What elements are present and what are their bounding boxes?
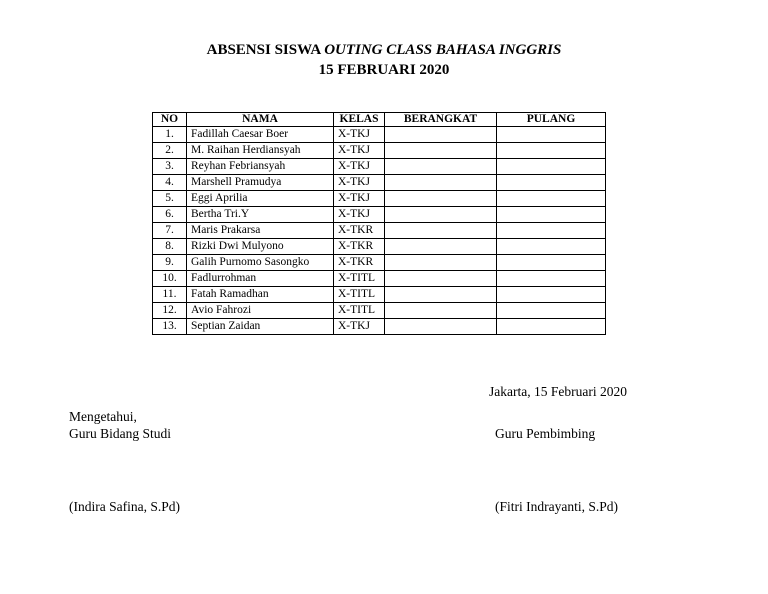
cell-berangkat (385, 287, 497, 303)
cell-nama: Eggi Aprilia (187, 191, 334, 207)
cell-kelas: X-TKJ (334, 143, 385, 159)
cell-kelas: X-TKR (334, 223, 385, 239)
table-row (153, 175, 606, 191)
cell-nama: Rizki Dwi Mulyono (187, 239, 334, 255)
cell-kelas: X-TKJ (334, 191, 385, 207)
cell-berangkat (385, 143, 497, 159)
table-row (153, 303, 606, 319)
cell-pulang (497, 191, 606, 207)
place-date: Jakarta, 15 Februari 2020 (489, 384, 627, 399)
document-title (0, 40, 768, 60)
cell-pulang (497, 159, 606, 175)
cell-nama: M. Raihan Herdiansyah (187, 143, 334, 159)
cell-no: 8. (153, 239, 187, 255)
cell-berangkat (385, 319, 497, 335)
cell-pulang (497, 239, 606, 255)
cell-nama: Maris Prakarsa (187, 223, 334, 239)
table-row (153, 127, 606, 143)
table-row (153, 239, 606, 255)
cell-pulang (497, 303, 606, 319)
cell-kelas: X-TKJ (334, 159, 385, 175)
cell-no: 7. (153, 223, 187, 239)
cell-pulang (497, 127, 606, 143)
cell-pulang (497, 143, 606, 159)
table-row (153, 223, 606, 239)
cell-kelas: X-TKR (334, 239, 385, 255)
cell-no: 9. (153, 255, 187, 271)
cell-nama: Fadlurrohman (187, 271, 334, 287)
cell-berangkat (385, 255, 497, 271)
table-row (153, 319, 606, 335)
table-row (153, 191, 606, 207)
right-role: Guru Pembimbing (495, 426, 596, 441)
table-header-row (153, 113, 606, 127)
title-italic: OUTING CLASS BAHASA INGGRIS (324, 42, 562, 58)
acknowledged-label: Mengetahui, (69, 409, 137, 424)
cell-berangkat (385, 303, 497, 319)
cell-no: 2. (153, 143, 187, 159)
cell-kelas: X-TKR (334, 255, 385, 271)
cell-nama: Bertha Tri.Y (187, 207, 334, 223)
cell-kelas: X-TKJ (334, 319, 385, 335)
cell-berangkat (385, 159, 497, 175)
cell-nama: Marshell Pramudya (187, 175, 334, 191)
cell-berangkat (385, 239, 497, 255)
table-row (153, 271, 606, 287)
cell-pulang (497, 287, 606, 303)
table-row (153, 255, 606, 271)
right-signatory: (Fitri Indrayanti, S.Pd) (495, 499, 618, 514)
cell-pulang (497, 223, 606, 239)
cell-nama: Fadillah Caesar Boer (187, 127, 334, 143)
table-row (153, 159, 606, 175)
column-header-berangkat: BERANGKAT (385, 113, 497, 127)
cell-berangkat (385, 175, 497, 191)
cell-pulang (497, 175, 606, 191)
cell-kelas: X-TKJ (334, 175, 385, 191)
left-signatory: (Indira Safina, S.Pd) (69, 499, 180, 514)
column-header-no: NO (153, 113, 187, 127)
cell-nama: Reyhan Febriansyah (187, 159, 334, 175)
cell-no: 1. (153, 127, 187, 143)
cell-nama: Fatah Ramadhan (187, 287, 334, 303)
cell-nama: Avio Fahrozi (187, 303, 334, 319)
cell-pulang (497, 319, 606, 335)
cell-berangkat (385, 127, 497, 143)
table-row (153, 207, 606, 223)
cell-no: 3. (153, 159, 187, 175)
cell-pulang (497, 255, 606, 271)
cell-kelas: X-TITL (334, 271, 385, 287)
cell-berangkat (385, 207, 497, 223)
cell-nama: Galih Purnomo Sasongko (187, 255, 334, 271)
column-header-kelas: KELAS (334, 113, 385, 127)
document-date: 15 FEBRUARI 2020 (318, 62, 450, 78)
cell-no: 6. (153, 207, 187, 223)
cell-pulang (497, 271, 606, 287)
cell-kelas: X-TITL (334, 303, 385, 319)
cell-berangkat (385, 223, 497, 239)
attendance-table (152, 112, 606, 335)
table-row (153, 143, 606, 159)
title-prefix: ABSENSI SISWA (206, 42, 325, 58)
cell-no: 13. (153, 319, 187, 335)
cell-pulang (497, 207, 606, 223)
table-row (153, 287, 606, 303)
cell-no: 11. (153, 287, 187, 303)
cell-no: 12. (153, 303, 187, 319)
cell-no: 5. (153, 191, 187, 207)
column-header-nama: NAMA (187, 113, 334, 127)
left-role: Guru Bidang Studi (69, 426, 172, 441)
cell-nama: Septian Zaidan (187, 319, 334, 335)
column-header-pulang: PULANG (497, 113, 606, 127)
cell-berangkat (385, 271, 497, 287)
cell-kelas: X-TKJ (334, 207, 385, 223)
cell-no: 10. (153, 271, 187, 287)
cell-no: 4. (153, 175, 187, 191)
cell-berangkat (385, 191, 497, 207)
cell-kelas: X-TKJ (334, 127, 385, 143)
cell-kelas: X-TITL (334, 287, 385, 303)
